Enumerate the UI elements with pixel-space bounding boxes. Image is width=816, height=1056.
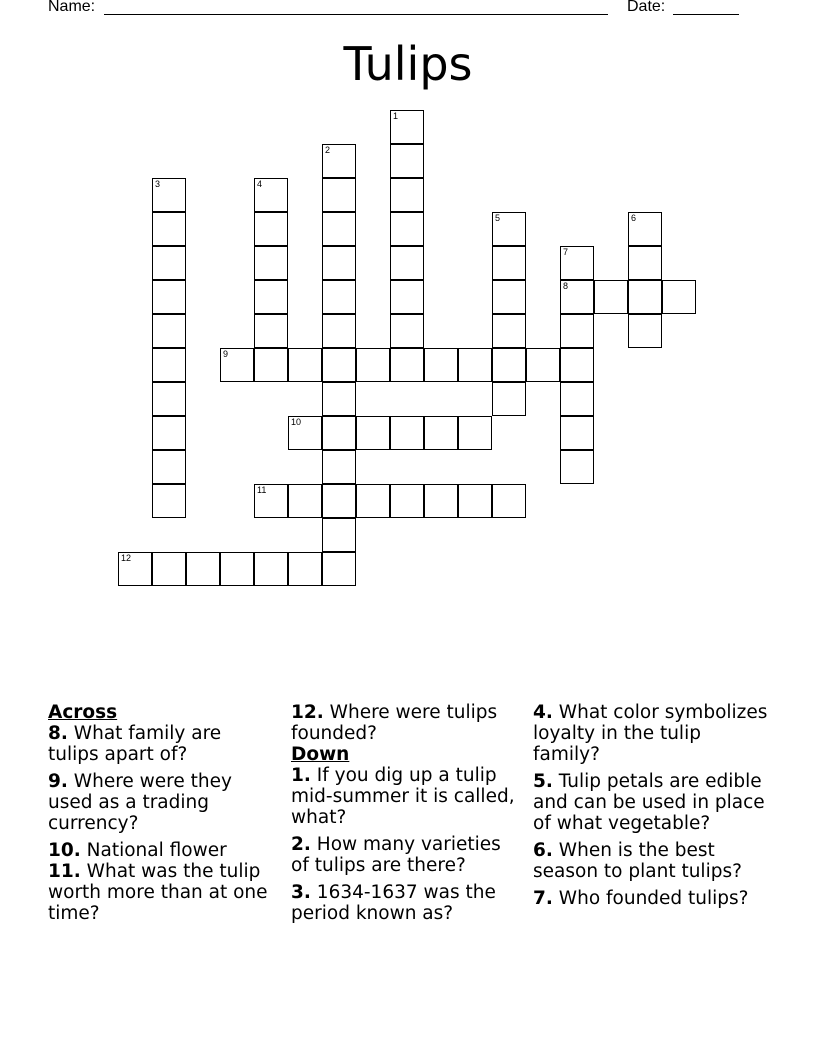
clue-text: Tulip petals are edible and can be used in place of what vegetable?	[533, 771, 765, 834]
crossword-cell[interactable]	[322, 314, 356, 348]
crossword-cell[interactable]	[492, 212, 526, 246]
clue-number: 3.	[291, 882, 311, 903]
clue-number: 6.	[533, 840, 553, 861]
crossword-cell[interactable]	[322, 416, 356, 450]
clue-number: 10.	[48, 840, 81, 861]
clue-number: 7.	[533, 888, 553, 909]
crossword-cell[interactable]	[390, 348, 424, 382]
crossword-cell[interactable]	[356, 484, 390, 518]
clue-text: Where were they used as a trading currency?	[48, 771, 232, 834]
crossword-cell[interactable]	[628, 212, 662, 246]
clue-text: When is the best season to plant tulips?	[533, 840, 742, 882]
crossword-cell[interactable]	[254, 280, 288, 314]
crossword-cell[interactable]	[254, 178, 288, 212]
clue-down-7	[533, 888, 768, 909]
crossword-cell[interactable]	[152, 246, 186, 280]
crossword-cell[interactable]	[390, 178, 424, 212]
crossword-cell[interactable]	[526, 348, 560, 382]
crossword-cell[interactable]	[152, 178, 186, 212]
crossword-cell[interactable]	[288, 348, 322, 382]
clue-number-label: 1	[393, 111, 399, 121]
crossword-cell[interactable]	[390, 110, 424, 144]
clue-number-label: 12	[121, 553, 132, 563]
clue-across-10	[48, 840, 273, 861]
crossword-cell[interactable]	[322, 518, 356, 552]
crossword-cell[interactable]	[152, 382, 186, 416]
across-heading: Across	[48, 702, 118, 723]
crossword-cell[interactable]	[560, 246, 594, 280]
clue-text: Where were tulips founded?	[291, 702, 498, 744]
crossword-cell[interactable]	[662, 280, 696, 314]
clue-across-11	[48, 861, 273, 924]
crossword-cell[interactable]	[322, 484, 356, 518]
clue-number-label: 8	[563, 281, 569, 291]
crossword-cell[interactable]	[390, 212, 424, 246]
clue-down-1	[291, 765, 516, 828]
crossword-cell[interactable]	[560, 416, 594, 450]
crossword-cell[interactable]	[322, 382, 356, 416]
crossword-cell[interactable]	[560, 382, 594, 416]
clue-number-label: 3	[155, 179, 161, 189]
crossword-cell[interactable]	[560, 314, 594, 348]
crossword-cell[interactable]	[254, 348, 288, 382]
clue-number: 2.	[291, 834, 311, 855]
crossword-cell[interactable]	[628, 280, 662, 314]
page-title: Tulips	[343, 37, 473, 91]
down-heading: Down	[291, 744, 350, 765]
crossword-cell[interactable]	[152, 280, 186, 314]
crossword-cell[interactable]	[356, 348, 390, 382]
crossword-cell[interactable]	[152, 552, 186, 586]
crossword-cell[interactable]	[322, 144, 356, 178]
crossword-cell[interactable]	[118, 552, 152, 586]
clue-number: 11.	[48, 861, 81, 882]
clue-number-label: 7	[563, 247, 569, 257]
clue-down-2	[291, 834, 516, 876]
clue-text: Who founded tulips?	[558, 888, 749, 909]
crossword-cell[interactable]	[152, 348, 186, 382]
clue-across-8	[48, 723, 273, 765]
crossword-cell[interactable]	[152, 212, 186, 246]
crossword-cell[interactable]	[390, 280, 424, 314]
clue-number: 4.	[533, 702, 553, 723]
clue-across-9	[48, 771, 273, 834]
crossword-cell[interactable]	[390, 484, 424, 518]
clues-column-1	[48, 702, 273, 930]
crossword-cell[interactable]	[560, 280, 594, 314]
date-label: Date:	[627, 0, 666, 15]
clue-down-5	[533, 771, 768, 834]
clue-number-label: 11	[257, 485, 267, 495]
clue-text: What color symbolizes loyalty in the tulip family?	[533, 702, 768, 765]
crossword-cell[interactable]	[152, 484, 186, 518]
clues-column-3	[533, 702, 768, 915]
crossword-cell[interactable]	[390, 314, 424, 348]
clue-text: How many varieties of tulips are there?	[291, 834, 501, 876]
crossword-cell[interactable]	[560, 348, 594, 382]
clue-number-label: 5	[495, 213, 501, 223]
crossword-cell[interactable]	[492, 280, 526, 314]
crossword-cell[interactable]	[424, 348, 458, 382]
clue-text: If you dig up a tulip mid-summer it is called, what?	[291, 765, 515, 828]
clue-across-12	[291, 702, 516, 744]
crossword-cell[interactable]	[152, 416, 186, 450]
crossword-cell[interactable]	[220, 348, 254, 382]
crossword-cell[interactable]	[628, 314, 662, 348]
crossword-cell[interactable]	[390, 144, 424, 178]
crossword-cell[interactable]	[628, 246, 662, 280]
crossword-cell[interactable]	[458, 416, 492, 450]
crossword-cell[interactable]	[322, 552, 356, 586]
clue-number: 1.	[291, 765, 311, 786]
crossword-cell[interactable]	[288, 484, 322, 518]
crossword-cell[interactable]	[492, 484, 526, 518]
crossword-cell[interactable]	[458, 348, 492, 382]
crossword-cell[interactable]	[356, 416, 390, 450]
crossword-cell[interactable]	[254, 552, 288, 586]
clue-down-3	[291, 882, 516, 924]
crossword-cell[interactable]	[492, 314, 526, 348]
crossword-cell[interactable]	[254, 246, 288, 280]
crossword-cell[interactable]	[152, 450, 186, 484]
crossword-cell[interactable]	[220, 552, 254, 586]
crossword-cell[interactable]	[186, 552, 220, 586]
clue-number: 5.	[533, 771, 553, 792]
clue-number: 12.	[291, 702, 324, 723]
clue-number-label: 6	[631, 213, 637, 223]
crossword-cell[interactable]	[492, 246, 526, 280]
clue-number-label: 4	[257, 179, 263, 189]
clue-down-6	[533, 840, 768, 882]
crossword-cell[interactable]	[594, 280, 628, 314]
crossword-cell[interactable]	[560, 450, 594, 484]
crossword-cell[interactable]	[322, 348, 356, 382]
crossword-cell[interactable]	[492, 382, 526, 416]
clue-number-label: 10	[291, 417, 302, 427]
crossword-cell[interactable]	[322, 280, 356, 314]
clue-number-label: 9	[223, 349, 229, 359]
crossword-cell[interactable]	[254, 484, 288, 518]
crossword-cell[interactable]	[322, 450, 356, 484]
clue-number: 8.	[48, 723, 68, 744]
clue-text: What was the tulip worth more than at one time?	[48, 861, 268, 924]
crossword-cell[interactable]	[288, 552, 322, 586]
clue-number-label: 2	[325, 145, 331, 155]
crossword-cell[interactable]	[390, 416, 424, 450]
crossword-cell[interactable]	[458, 484, 492, 518]
crossword-cell[interactable]	[322, 246, 356, 280]
name-label: Name:	[48, 0, 96, 15]
clues-column-2	[291, 702, 516, 930]
crossword-cell[interactable]	[492, 348, 526, 382]
crossword-cell[interactable]	[254, 314, 288, 348]
crossword-cell[interactable]	[322, 178, 356, 212]
crossword-cell[interactable]	[254, 212, 288, 246]
crossword-cell[interactable]	[288, 416, 322, 450]
crossword-cell[interactable]	[424, 416, 458, 450]
crossword-cell[interactable]	[322, 212, 356, 246]
crossword-cell[interactable]	[390, 246, 424, 280]
clue-text: What family are tulips apart of?	[48, 723, 222, 765]
clue-text: National flower	[86, 840, 227, 861]
clue-down-4	[533, 702, 768, 765]
clue-number: 9.	[48, 771, 68, 792]
clue-text: 1634-1637 was the period known as?	[291, 882, 496, 924]
crossword-cell[interactable]	[424, 484, 458, 518]
crossword-cell[interactable]	[152, 314, 186, 348]
